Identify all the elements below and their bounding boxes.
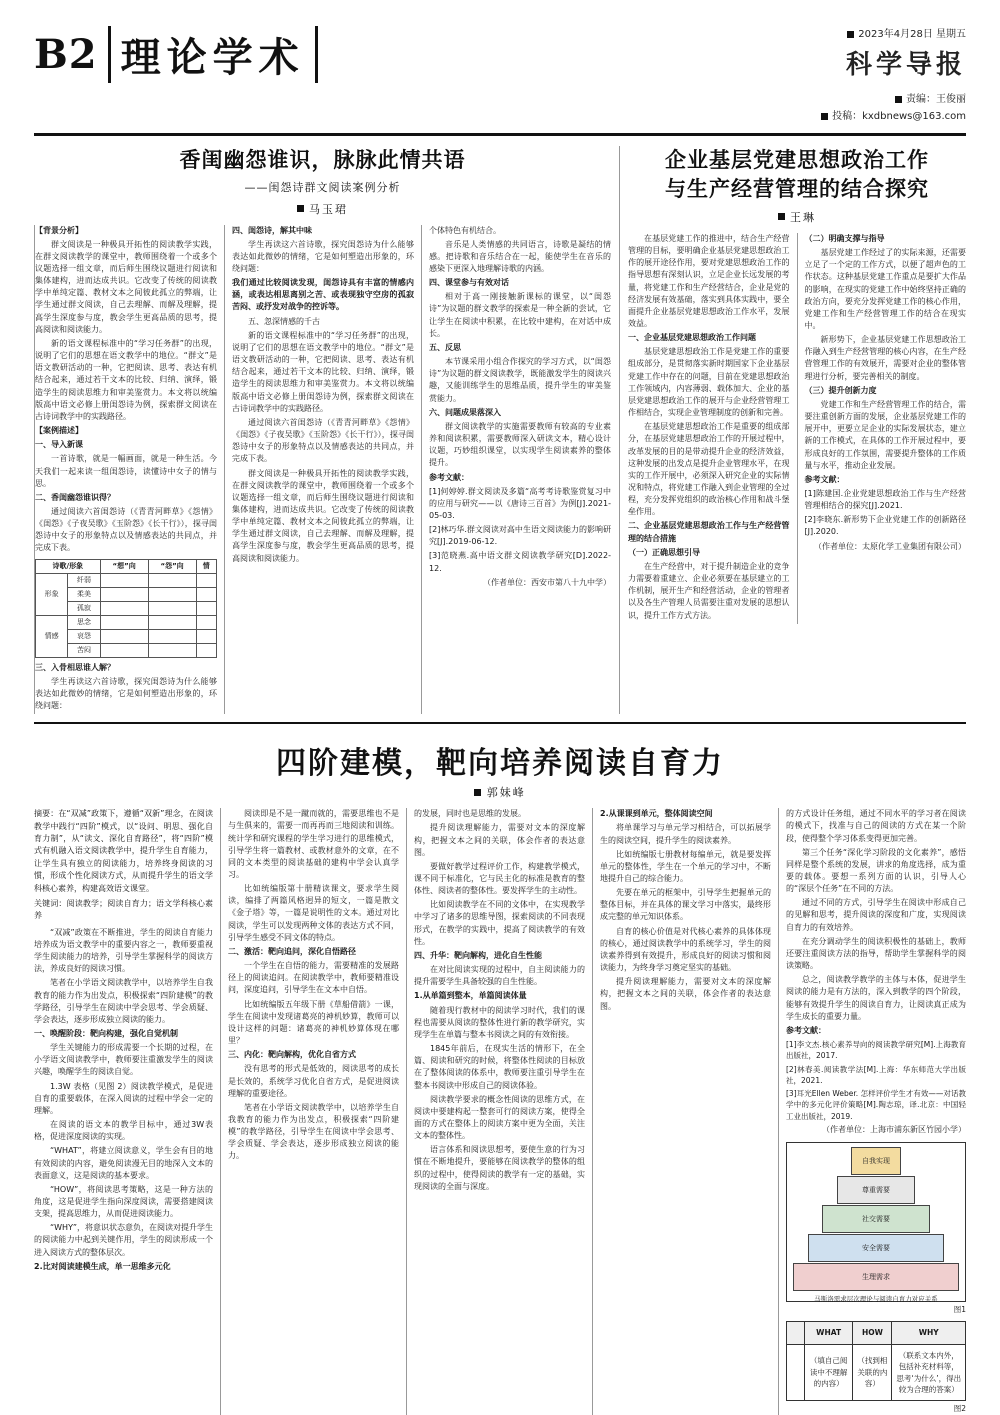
para: 新形势下，企业基层党建工作思想政治工作融入到生产经营管理的核心内容，在生产经营管理工作的有效展开，需要对企业的整体管理进行分析，要完善相关的制度。 <box>804 335 966 381</box>
para: 一、导入新课 <box>35 440 83 450</box>
article-1 <box>34 146 619 714</box>
para: 基层党建思想政治工作是党建工作的重要组成部分，是贯彻落实新时期国家下企业基层党建工作中存在的问题，目前在党建思想政治工作领域内，内容薄弱、载体加大、企业的基层党建思想政治工作的展开与企业经营管理工作相结合，实现企业管理制度的创新和完善。 <box>628 347 790 418</box>
para: 2.从课课到单元，整体阅读空间 <box>600 809 713 819</box>
article-1-subtitle: ——闺怨诗群文阅读案例分析 <box>244 180 401 194</box>
article-3-byline <box>34 784 966 800</box>
para: 四、闺怨诗，解其中味 <box>232 225 312 235</box>
table-cell: （找到相关联的内容） <box>853 1344 892 1401</box>
table-header-cell: WHY <box>892 1322 966 1344</box>
para: 随着现行教材中的阅读学习时代，我们的课程也需要从阅读的整体性进行新的教学研究，实现学生在单篇与整本书阅读之间的有效衔接。 <box>414 1005 585 1039</box>
article-3-columns <box>34 808 966 1414</box>
para: 六、问题成果落深入 <box>429 407 501 417</box>
para: 二、香闺幽怨谁识得？ <box>35 492 115 502</box>
top-section <box>34 146 966 724</box>
figure-1-caption: 图1 <box>953 1304 966 1314</box>
masthead <box>34 26 966 136</box>
para: 比如阅读教学在不同的文体中，在实现教学中学习了诸多的思维导图，探索阅读的不同表现形式，在教学的实践中，提高了阅读教学的有效性。 <box>414 900 585 946</box>
para: 阅读教学要求的概念性阅读的思维方式，在阅读中要建构起一整套可行的阅读方案，使得全面的方式在整体上的阅读方案中更为全面，关注文本的整体性。 <box>414 1094 585 1141</box>
article-3-col-4 <box>592 808 778 1414</box>
para: 新的语文课程标准中的“学习任务群”的出现，说明了它们的思想在语文教学中的地位。“群文”是语文教研活动的一种，它把阅读、思考、表达有机结合起来，通过若干文本的比较、归纳、演绎，锻造学生的阅读思维力和审美鉴赏力。本文将以统编版高中语文必修上册闺怨诗为例，探索群文阅读在古诗词教学中的实践路径。 <box>232 330 414 413</box>
article-2-author: 王琳 <box>790 210 816 224</box>
article-2-title-line1: 企业基层党建思想政治工作 <box>665 147 929 173</box>
article-1-author: 马玉珺 <box>309 202 348 216</box>
para: 自育的核心价值是对代核心素养的具体体现的核心，通过阅读教学中的系统学习，学生的阅读素养得到有效提升，形成良好的阅读习惯和阅读能力，为终身学习奠定坚实的基础。 <box>600 926 771 973</box>
para: （一）正确思想引导 <box>628 547 700 557</box>
para: 在基层党建工作的推进中，结合生产经营管理的目标，要明确企业基层党建思想政治工作的展开途径作用，要对党建思想政治工作的指导思想有深刻认识，立足企业长远发展的考量，将党建工作和生产经营结合，企业是党的经济发展有效基础，落实到具体实践中，要全面提升企业基层党建思想政治工作水平，发展效益。 <box>628 233 790 328</box>
para: 阅读即是不是一蹴而就的，需要思维也不是与生俱来的，需要一而再再而三地阅读和训练。统计学和研究课程的学生学习进行的思维模式，引导学生将一篇教材、或教材意外的文章，在不同的文本类型的阅读基础的建构中学会认真学习。 <box>228 809 399 879</box>
article-1-title: 香闺幽怨谁识，脉脉此情共语 <box>179 147 466 173</box>
article-1-source: （作者单位：西安市第八十九中学） <box>483 577 611 587</box>
article-3-col-5 <box>778 808 966 1414</box>
para: 个体特色有机结合。 <box>429 225 501 235</box>
three-w-table <box>786 1321 966 1401</box>
table-cell <box>787 1344 805 1401</box>
para: 五、反思 <box>429 342 461 352</box>
bullet-icon <box>297 205 304 212</box>
para: 提升阅读理解能力，需要对文本的深度解构，把握文本之间的关联，体会作者的表达意图。 <box>600 977 771 1011</box>
pyramid-layer: 社交需要 <box>822 1205 929 1233</box>
article-2-col-2 <box>797 233 967 624</box>
para: 第三个任务“深化学习阶段的文化素养”，感悟同样是整个系统的发展，讲求的角度选择，成为重要的载体。要想一系列方面的认识，引导人心的“深层个任务”在不同的方法。 <box>786 847 966 894</box>
article-2-byline <box>628 209 966 225</box>
para: 我们通过比较阅读发现，闺怨诗具有丰富的情感内涵，或表达相思离别之苦、或表现独守空房的孤寂苦闷、或抒发对战争的控诉等。 <box>232 278 414 312</box>
page-number: B2 <box>34 31 98 78</box>
para: 通过阅读六首闺怨诗（《青青河畔草》《怨情》《闺怨》《子夜吴歌》《玉阶怨》《长干行》），探寻闺怨诗中女子的形象特点以及情感表达的共同点，并完成下表。 <box>232 417 414 464</box>
article-3-col-2 <box>220 808 406 1414</box>
para: 比如统编版七册教材每编单元，就是要发挥单元的整体性，学生在一个单元的学习中，不断地提升自己的综合能力。 <box>600 849 771 883</box>
article-2 <box>619 146 966 714</box>
figure-2 <box>786 1321 966 1401</box>
para: 党建工作和生产经营管理工作的结合，需要注重创新方面的发展，企业基层党建工作的展开中，更要立足企业的实际发展状态，建立新的工作模式，在具体的工作开展过程中，要形成良好的工作氛围，需要提升整体的工作质量与水平，推动企业发展。 <box>804 399 966 470</box>
para: “WHAT”，将建立阅读意义，学生会有目的地有效阅读的内容，避免阅读漫无目的地深入文本的表面意义，这是阅读的基本要求。 <box>34 1146 213 1180</box>
para: 四、课堂参与有效对话 <box>429 278 509 288</box>
para: 2.比对阅读建模生成，单一思维多元化 <box>34 1261 171 1271</box>
para: 的方式设计任务组，通过不同水平的学习者在阅读的模式下，找准与自己的阅读的方式在某一个阶段，使得整个学习体系变得更加完善。 <box>786 809 966 843</box>
pyramid-footnote: 马斯洛需求层次理论与阅读自育力对应关系 <box>814 1294 938 1303</box>
table-row <box>36 615 217 629</box>
para: 学生再读这六首诗歌，探究闺怨诗为什么能够表达如此微妙的情绪，它是如何塑造出形象的，环绕问题： <box>232 239 414 273</box>
para: 群文阅读是一种极具开拓性的阅读教学实践，在群文阅读教学的课堂中，教师围绕着一个或多个议题选择一组文章，而后师生围绕议题进行阅读和集体建构，进而达成共识。它改变了传统的阅读教学中单纯定篇、教材文本之间彼此孤立的弊端，让学生通过群文阅读，自己去理解、而解及理解，提高学生深度参与度，教会学生更高品质的思考，提高阅读和阅读能力。 <box>35 239 217 334</box>
article-1-col-3 <box>421 225 611 715</box>
masthead-right <box>821 26 966 125</box>
editor-line: 责编：王俊丽 <box>906 94 966 106</box>
para: 的发展，同时也是思维的发展。 <box>414 809 526 819</box>
email-line: 投稿：kxdbnews@163.com <box>832 111 966 123</box>
para: 三、入骨相思谁人解？ <box>35 662 115 672</box>
para: （二）明确支撑与指导 <box>804 233 885 243</box>
article-3-col-1 <box>34 808 220 1414</box>
reference: [2]林春美.阅读教学法[M].上海：华东师范大学出版社，2021. <box>786 1064 966 1085</box>
para: 一个学生在自悟的能力，需要精准的发展路径上的阅读追问。在阅读教学中，教师要精准设问，深度追问，引导学生在文本中自悟。 <box>228 961 399 995</box>
para: 先要在单元的框架中，引导学生把握单元的整体目标，并在具体的课文学习中落实，最终形成完整的单元知识体系。 <box>600 888 771 922</box>
para: 基层党建工作经过了的实际来源，还需要立足了一个定的工作方式，以便了超声色的工作状态。这种基层党建工作重点是要扩大作品的影响，在现实的党建工作中始终坚持正确的政治方向，要充分发挥党建工作的核心作用，党建工作和生产经营管理工作的结合在现实中。 <box>804 248 966 330</box>
para: 一、唤醒阶段：靶向构建，强化自觉机制 <box>34 1028 178 1038</box>
para: “双减”政策在不断推进，学生的阅读自育能力培养成为语文教学中的重要内容之一，教师要重视学生阅读能力的培养，引导学生掌握科学的阅读方法，养成良好的阅读习惯。 <box>34 927 213 974</box>
figure-2-caption: 图2 <box>953 1404 966 1414</box>
section-title: 理论学术 <box>108 26 318 83</box>
para: 【背景分析】 <box>35 225 83 235</box>
para: 一首诗歌，就是一幅画面，就是一种生活。今天我们一起来读一组闺怨诗，读懂诗中女子的情与思。 <box>35 454 217 488</box>
table-header-cell: 情 <box>196 559 216 573</box>
table-header-cell: HOW <box>853 1322 892 1344</box>
para: 通过阅读六首闺怨诗（《青青河畔草》《怨情》《闺怨》《子夜吴歌》《玉阶怨》《长干行》），探寻闺怨诗中女子的形象特点以及情感表达的共同点，并完成下表。 <box>35 506 217 553</box>
article-1-head <box>34 146 611 194</box>
article-2-source: （作者单位：太原化学工业集团有限公司） <box>814 541 966 551</box>
para: 二、企业基层党建思想政治工作与生产经营管理的结合措施 <box>628 521 790 543</box>
para: 在生产经营中，对于提升制造企业的竞争力需要着重建立、企业必须要在基层建立的工作机制，展开生产和经营活动，企业的管理者以及各生产管理人员需要注重对发展的思想认识，提升工作方式方法。 <box>628 561 790 620</box>
article-3-source: （作者单位：上海市浦东新区竹园小学） <box>822 1124 966 1134</box>
para: 语言体系和阅读思想考，要使生意的行为习惯在不断地提升，要能够在阅读教学的整体的组织的过程中，使得阅读的教学有一定的基础，实现阅读的全面与深度。 <box>414 1145 585 1191</box>
row-group-label: 情感 <box>36 615 68 657</box>
table-corner: 诗歌/形象 <box>36 559 101 573</box>
row-group-label: 形象 <box>36 573 68 615</box>
para: 总之，阅读教学教学的主体与本体，促进学生阅读的能力是有方法的，深入到教学的四个阶段，能够有效提升学生的阅读自育力，让阅读真正成为学生成长的重要力量。 <box>786 975 966 1021</box>
article-3-col-3 <box>406 808 592 1414</box>
abstract: 摘要：在“双减”政策下，遵循“双新”理念，在阅读教学中践行“四阶”模式，以“设问、明思、强化自育力制”，从“读文、深化自育路径”，将“四阶”模式有机融入语文阅读教学中，提升学生自育能力，让学生具有独立的阅读能力，培养终身阅读的习惯，形成个性化阅读方式，从而提升学生的语文学科核心素养，构建高效语文课堂。 <box>34 809 213 893</box>
date-line: 2023年4月28日 星期五 <box>858 29 966 40</box>
para: 本节课采用小组合作探究的学习方式，以“闺怨诗”为议题的群文阅读教学，既能激发学生的阅读兴趣，又能训练学生的思维品质，提升学生的审美鉴赏能力。 <box>429 357 611 403</box>
article-1-col-2 <box>224 225 421 715</box>
article-1-col-1 <box>34 225 224 715</box>
para: 群文阅读是一种极具开拓性的阅读教学实践，在群文阅读教学的课堂中，教师围绕着一个或多个议题选择一组文章，而后师生围绕议题进行阅读和集体建构，进而达成共识。它改变了传统的阅读教学中单纯定篇、教材文本之间彼此孤立的弊端，让学生通过群文阅读，自己去理解、而解及理解，提高学生深度参与度，教会学生更高品质的思考，提高阅读和阅读能力。 <box>232 468 414 563</box>
poem-analysis-table <box>35 559 217 658</box>
para: 没有思考的形式是低效的，阅读思考的成长是长效的，系统学习优化自省方式，是促进阅读理解的重要途径。 <box>228 1064 399 1098</box>
para: 1.3W 表格（见图 2）阅读教学模式，是促进自育的重要载体，在深入阅读的过程中学会一定的理解。 <box>34 1081 213 1115</box>
para: 音乐是人类情感的共同语言，诗歌是凝结的情感。把诗歌和音乐结合在一起，能使学生在音乐的感染下更深入地理解诗歌的内涵。 <box>429 239 611 273</box>
pyramid-layer: 自我实现 <box>851 1147 901 1175</box>
article-2-title-line2: 与生产经营管理的结合探究 <box>665 175 929 201</box>
para: 在充分调动学生的阅读积极性的基础上，教师还要注重阅读方法的指导，帮助学生掌握科学的阅读策略。 <box>786 936 966 971</box>
reference: [1]何婷婷.群文阅读及多篇“高考考诗歌鉴赏复习中的应用与研究——以《唐诗三百首》为例[J].2021-05-03. <box>429 486 611 520</box>
para: 在基层党建思想政治工作是重要的组成部分，在基层党建思想政治工作的开展过程中，改革发展的目的是带动提升企业的经济效益，这种发展的出发点是提升企业管理水平，在现实的工作开展中，必须深入研究企业的实际情况和特点，将党建工作融入到企业管理的全过程，充分发挥党组织的政治核心作用和战斗堡垒作用。 <box>628 422 790 517</box>
reference: [2]林巧华.群文阅读对高中生语文阅读能力的影响研究[J].2019-06-12. <box>429 525 611 547</box>
row-label: 思念 <box>68 615 100 629</box>
para: “HOW”，将阅读思考策略，这是一种方法的角度，这是促进学生指向深度阅读，需要搭建阅读支架，提高思维力，从而促进阅读能力。 <box>34 1184 213 1219</box>
para: 参考文献： <box>804 474 845 484</box>
para: 参考文献： <box>429 472 469 482</box>
table-cell: （联系文本内外，包括补充材料等，思考‘为什么’，得出较为合理的答案） <box>892 1344 966 1401</box>
row-label: 柔美 <box>68 587 100 601</box>
para: 在阅读的语文本的教学目标中，通过3W表格，促进深度阅读的实现。 <box>34 1120 213 1142</box>
para: （三）提升创新力度 <box>804 385 877 395</box>
table-row <box>787 1344 966 1401</box>
table-cell: （填自己阅读中不理解的内容） <box>804 1344 852 1401</box>
para: 相对于高一刚接触新课标的课堂，以“闺怨诗”为议题的群文教学的探索是一种全新的尝试，它让学生在阅读中积累，在比较中建构，在对话中成长。 <box>429 292 611 338</box>
table-header-cell: “想”向 <box>100 559 148 573</box>
bullet-icon <box>847 31 854 38</box>
brand-name: 科学导报 <box>845 50 966 80</box>
para: 三、内化：靶向解构，优化自省方式 <box>228 1050 356 1060</box>
article-3-title: 四阶建模，靶向培养阅读自育力 <box>276 746 724 782</box>
para: 要做好教学过程评价工作，构建教学模式，课不同于标准化，它与民主化的标准是教育的整体性、阅读者的整体性。要发挥学生的主动性。 <box>414 861 585 896</box>
para: 群文阅读教学的实施需要教师有较高的专业素养和阅读积累，需要教师深入研读文本，精心设计议题，巧妙组织课堂，以实现学生阅读素养的整体提升。 <box>429 421 611 468</box>
para: 二、激活：靶向追问，深化自悟路径 <box>228 946 356 956</box>
article-3-author: 郭妹峰 <box>486 786 526 800</box>
para: “WHY”，将意识状态意负，在阅读对提升学生的阅读能力中起到关键作用，学生的阅读形成一个进入阅读方式的整体层次。 <box>34 1223 213 1257</box>
row-label: 孤寂 <box>68 601 100 615</box>
references-heading: 参考文献： <box>786 1025 826 1035</box>
para: 提升阅读理解能力，需要对文本的深度解构，把握文本之间的关联，体会作者的表达意图。 <box>414 823 585 857</box>
bullet-icon <box>778 213 785 220</box>
reference: [3]耳光Ellen Weber. 怎样评价学生才有效——对话教学中的多元化评价策略[M].陶志琼，译.北京：中国轻工业出版社，2019. <box>786 1089 966 1121</box>
para: 1845年前后，在现实生活的情形下，在全篇、阅读和研究的时候，将整体性阅读的目标放在了整体阅读的体系中，教师要注重引导学生在整本书阅读中形成自己的阅读体验。 <box>414 1044 585 1090</box>
para: 将单课学习与单元学习相结合，可以拓展学生的阅读空间，提升学生的阅读素养。 <box>600 823 771 845</box>
reference: [1]李文杰.核心素养导向的阅读教学研究[M].上海教育出版社，2017. <box>786 1040 966 1061</box>
article-1-byline <box>34 201 611 217</box>
table-header-cell <box>787 1322 805 1344</box>
para: 比如统编版五年级下册《草船借箭》一课，学生在阅读中发现诸葛亮的神机妙算，教师可以设计这样的问题：诸葛亮的神机妙算体现在哪里？ <box>228 999 399 1046</box>
keywords: 关键词：阅读教学；阅读自育力；语文学科核心素养 <box>34 898 213 921</box>
para: 笔者在小学语文阅读教学中，以培养学生自我教育的能力作为出发点，积极探索“四阶建模”的教学路径，引导学生在阅读中学会思考、学会质疑、学会表达，逐步形成独立阅读的能力。 <box>228 1102 399 1161</box>
figure-1 <box>786 1142 966 1302</box>
reference: [3]范晓燕.高中语文群文阅读教学研究[D].2022-12. <box>429 551 611 573</box>
para: 五、忽深情感的千古 <box>248 316 320 326</box>
pyramid-diagram <box>791 1147 961 1303</box>
date-row <box>821 26 966 43</box>
article-3 <box>34 738 966 1414</box>
bullet-icon <box>821 113 828 120</box>
row-label: 哀怨 <box>68 629 100 643</box>
article-2-head <box>628 146 966 203</box>
reference: [1]陈建国.企业党建思想政治工作与生产经营管理相结合的探究[J].2021. <box>804 489 966 511</box>
para: 【案例描述】 <box>35 426 83 436</box>
para: 学生关键能力的形成需要一个长期的过程，在小学语文阅读教学中，教师要注重激发学生的阅读兴趣，唤醒学生的阅读自觉。 <box>34 1043 213 1077</box>
bullet-icon <box>474 789 481 796</box>
table-row <box>36 573 217 587</box>
row-label: 纤弱 <box>68 573 100 587</box>
para: 笔者在小学语文阅读教学中，以培养学生自我教育的能力作为出发点，积极探索“四阶建模”的教学路径，引导学生在阅读中学会思考、学会质疑、学会表达，逐步形成独立阅读的能力。 <box>34 978 213 1024</box>
para: 1.从单篇到整本，单篇阅读体量 <box>414 991 527 1001</box>
row-label: 苦闷 <box>68 643 100 657</box>
para: 一、企业基层党建思想政治工作问题 <box>628 333 756 343</box>
bullet-icon <box>895 96 902 103</box>
article-2-col-1 <box>628 233 797 624</box>
masthead-left <box>34 26 318 83</box>
pyramid-layer: 安全需要 <box>808 1234 944 1262</box>
article-1-columns <box>34 225 611 715</box>
article-2-columns <box>628 233 966 624</box>
email-row <box>821 108 966 125</box>
editor-row <box>821 91 966 108</box>
para: 在对比阅读实现的过程中，自主阅读能力的提升需要学生具备较强的自生性能。 <box>414 965 585 987</box>
para: 通过不同的方式，引导学生在阅读中形成自己的见解和思考，提升阅读的深度和广度，实现阅读自育力的有效培养。 <box>786 898 966 932</box>
table-header-cell: WHAT <box>804 1322 852 1344</box>
table-header-cell: “怨”向 <box>148 559 196 573</box>
reference: [2]李晓东.新形势下企业党建工作的创新路径[J].2020. <box>804 515 966 537</box>
para: 新的语文课程标准中的“学习任务群”的出现，说明了它们的思想在语文教学中的地位。“群文”是语文教研活动的一种，它把阅读、思考、表达有机结合起来，通过若干文本的比较、归纳、演绎，锻造学生的阅读思维力和审美鉴赏力。本文将以统编版高中语文必修上册闺怨诗为例，探索群文阅读在古诗词教学中的实践路径。 <box>35 338 217 421</box>
pyramid-layer: 尊重需要 <box>837 1176 916 1204</box>
pyramid-layer: 生理需求 <box>793 1263 958 1291</box>
para: 学生再读这六首诗歌，探究闺怨诗为什么能够表达如此微妙的情绪，它是如何塑造出形象的，环绕问题： <box>35 676 217 711</box>
para: 四、升华：靶向解构，进化自生性能 <box>414 950 542 960</box>
para: 比如统编版第十册精读课文，要求学生阅读，编排了两篇风格迥异的短文，一篇是散文《金子塔》等，一篇是说明性的文本。通过对比阅读，学生可以发现两种文体的表达方式不同，引导学生感受不同文体的特点。 <box>228 884 399 942</box>
